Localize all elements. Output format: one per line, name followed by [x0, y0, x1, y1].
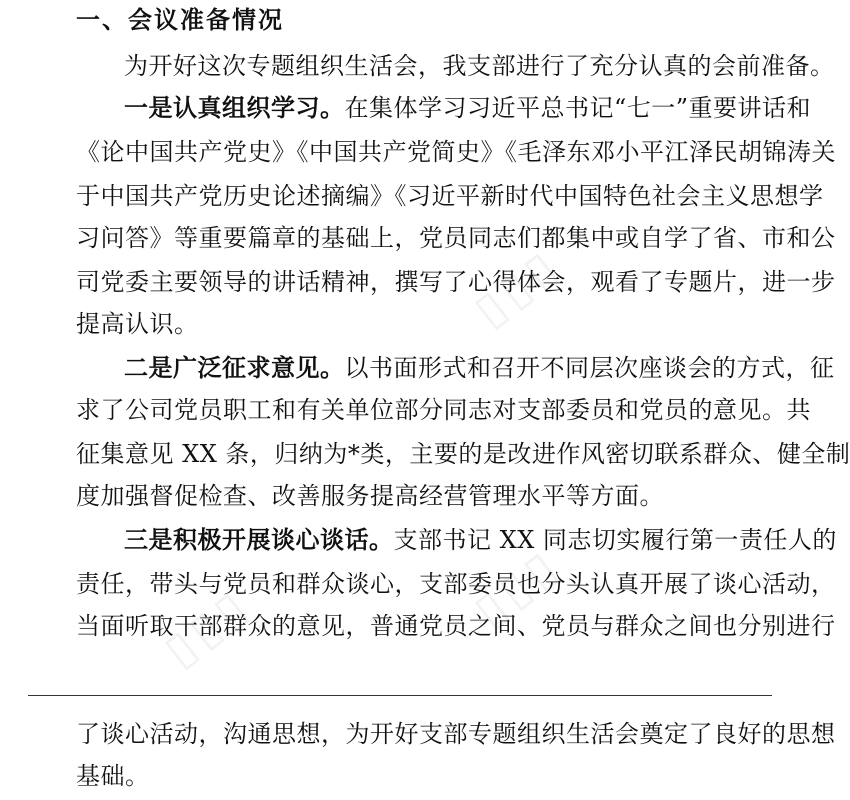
para1-line2: 《论中国共产党史》《中国共产党简史》《毛泽东邓小平江泽民胡锦涛关: [76, 138, 836, 166]
watermark: ▯▯▯: [463, 536, 571, 638]
para3-line1-text: 支部书记 XX 同志切实履行第一责任人的: [393, 526, 837, 554]
para1-line4: 习问答》等重要篇章的基础上，党员同志们都集中或自学了省、市和公: [76, 224, 836, 252]
para3-lead: 三是积极开展谈心谈话。: [124, 525, 394, 554]
next-page-line1: 了谈心活动，沟通思想，为开好支部专题组织生活会奠定了良好的思想: [76, 720, 836, 748]
para2-line1-text: 以书面形式和召开不同层次座谈会的方式，征: [344, 354, 835, 382]
para3-line1: [124, 518, 837, 562]
para2-line1: [124, 346, 835, 390]
para2-line4: 度加强督促检查、改善服务提高经营管理水平等方面。: [76, 482, 664, 510]
para3-line2: 责任，带头与党员和群众谈心，支部委员也分头认真开展了谈心活动，: [76, 570, 836, 598]
para1-line3: 于中国共产党历史论述摘编》《习近平新时代中国特色社会主义思想学: [76, 182, 824, 210]
para1-line1-text: 在集体学习习近平总书记“七一”重要讲话和: [344, 94, 812, 122]
next-page-line2: 基础。: [76, 762, 150, 790]
watermark: ▯▯▯: [463, 236, 571, 338]
para2-line2: 求了公司党员职工和有关单位部分同志对支部委员和党员的意见。共: [76, 396, 811, 424]
para3-line3: 当面听取干部群众的意见，普通党员之间、党员与群众之间也分别进行: [76, 612, 836, 640]
watermark: ▯▯▯: [153, 576, 261, 678]
para1-line6: 提高认识。: [76, 310, 199, 338]
page-break-divider: [28, 695, 772, 696]
section-heading: 一、会议准备情况: [76, 5, 284, 34]
para1-lead: 一是认真组织学习。: [124, 93, 345, 122]
para2-lead: 二是广泛征求意见。: [124, 353, 345, 382]
para2-line3: 征集意见 XX 条，归纳为*类，主要的是改进作风密切联系群众、健全制: [76, 440, 850, 468]
intro-line: 为开好这次专题组织生活会，我支部进行了充分认真的会前准备。: [124, 52, 835, 80]
para1-line5: 司党委主要领导的讲话精神，撰写了心得体会，观看了专题片，进一步: [76, 268, 836, 296]
para1-line1: [124, 86, 812, 130]
